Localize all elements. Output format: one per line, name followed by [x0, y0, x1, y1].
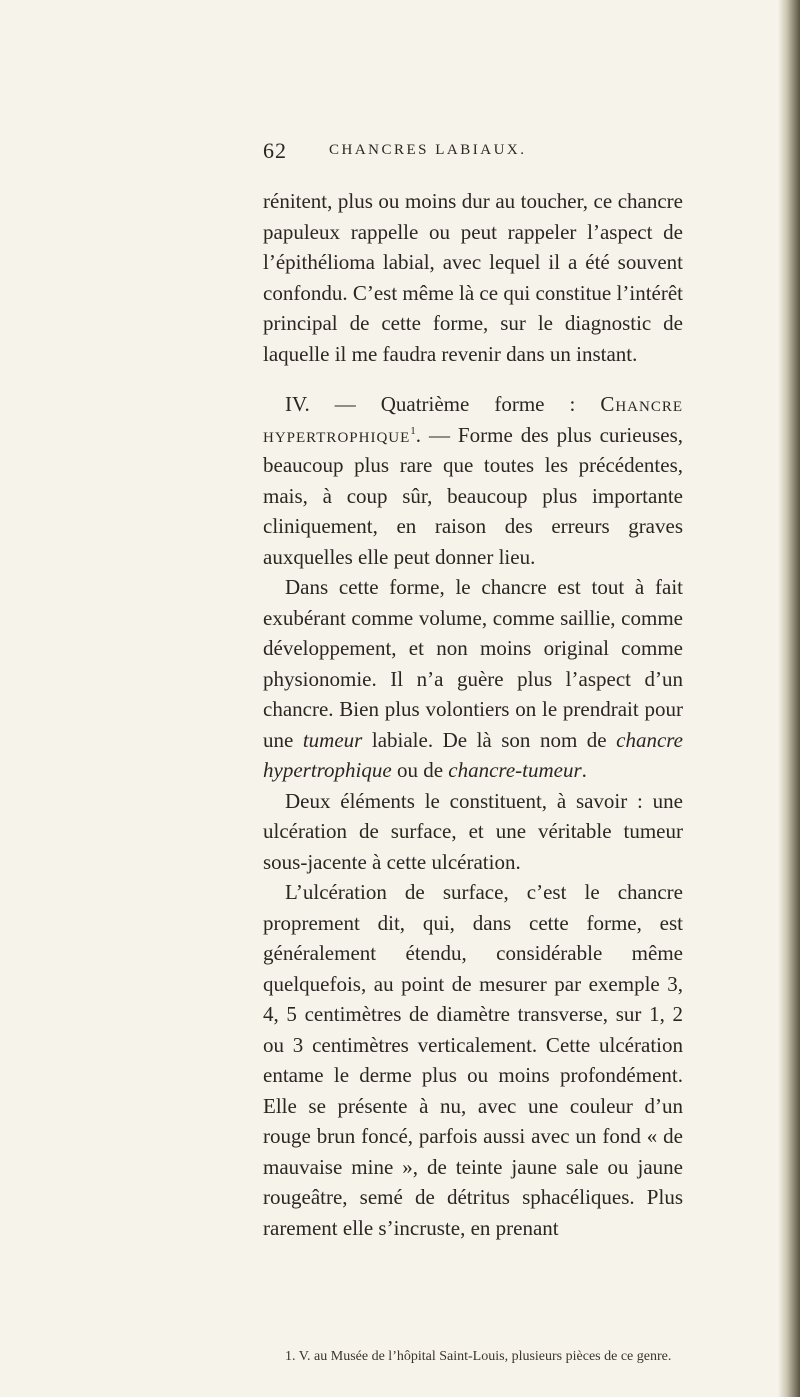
body-text: [263, 186, 683, 1243]
paragraph-3-part-4: .: [581, 758, 587, 782]
page-header: [263, 138, 683, 166]
page-number: 62: [263, 138, 287, 163]
term-chancre-hypertrophique: chancre hypertrophique: [263, 727, 683, 782]
term-chancre-tumeur: chancre-tumeur: [448, 758, 582, 782]
paragraph-3-part-2: labiale. De là son nom de: [371, 727, 607, 752]
paragraph-3-part-1: Dans cette forme, le chancre est tout à fait exubérant comme volume, comme saillie, comme développement, et non moins original comme physionomie. Il n’a guère plus l’aspect d’un chancre. Bien plus volontiers on le prendrait pour une: [263, 575, 683, 752]
paragraph-1: rénitent, plus ou moins dur au toucher, ce chancre papuleux rappelle ou peut rappeler l’aspect de l’épithélioma labial, avec lequel il a été souvent confondu. C’est même là ce qui constitue l’intérêt principal de cette forme, sur le diagnostic de laquelle il me faudra revenir dans un instant.: [263, 189, 683, 366]
paragraph-3: [263, 572, 683, 786]
page-binding-shadow: [778, 0, 800, 1397]
footnote: 1. V. au Musée de l’hôpital Saint-Louis, plusieurs pièces de ce genre.: [285, 1349, 672, 1364]
term-tumeur: tumeur: [302, 727, 363, 752]
running-head: CHANCRES LABIAUX.: [329, 142, 527, 158]
paragraph-4: Deux éléments le constituent, à savoir : une ulcération de surface, et une véritable tumeur sous-jacente à cette ulcération.: [263, 788, 683, 874]
paragraph-2: [263, 389, 683, 572]
paragraph-3-part-3: ou de: [396, 758, 444, 782]
paragraph-2-text: . — Forme des plus curieuses, beaucoup plus rare que toutes les précédentes, mais, à coup sûr, beaucoup plus importante cliniquement, en raison des erreurs graves auxquelles elle peut donner lieu.: [263, 422, 683, 569]
footnote-ref: 1: [410, 424, 416, 437]
section-lead: IV. — Quatrième forme :: [285, 392, 576, 416]
paragraph-5: L’ulcération de surface, c’est le chancre proprement dit, qui, dans cette forme, est généralement étendu, considérable même quelquefois, au point de mesurer par exemple 3, 4, 5 centimètres de diamètre transverse, sur 1, 2 ou 3 centimètres verticalement. Cette ulcération entame le derme plus ou moins profondément. Elle se présente à nu, avec une couleur d’un rouge brun foncé, parfois aussi avec un fond « de mauvaise mine », de teinte jaune sale ou jaune rougeâtre, semé de détritus sphacéliques. Plus rarement elle s’incruste, en prenant: [263, 880, 683, 1240]
section-heading: Chancre hypertrophique: [263, 392, 683, 447]
